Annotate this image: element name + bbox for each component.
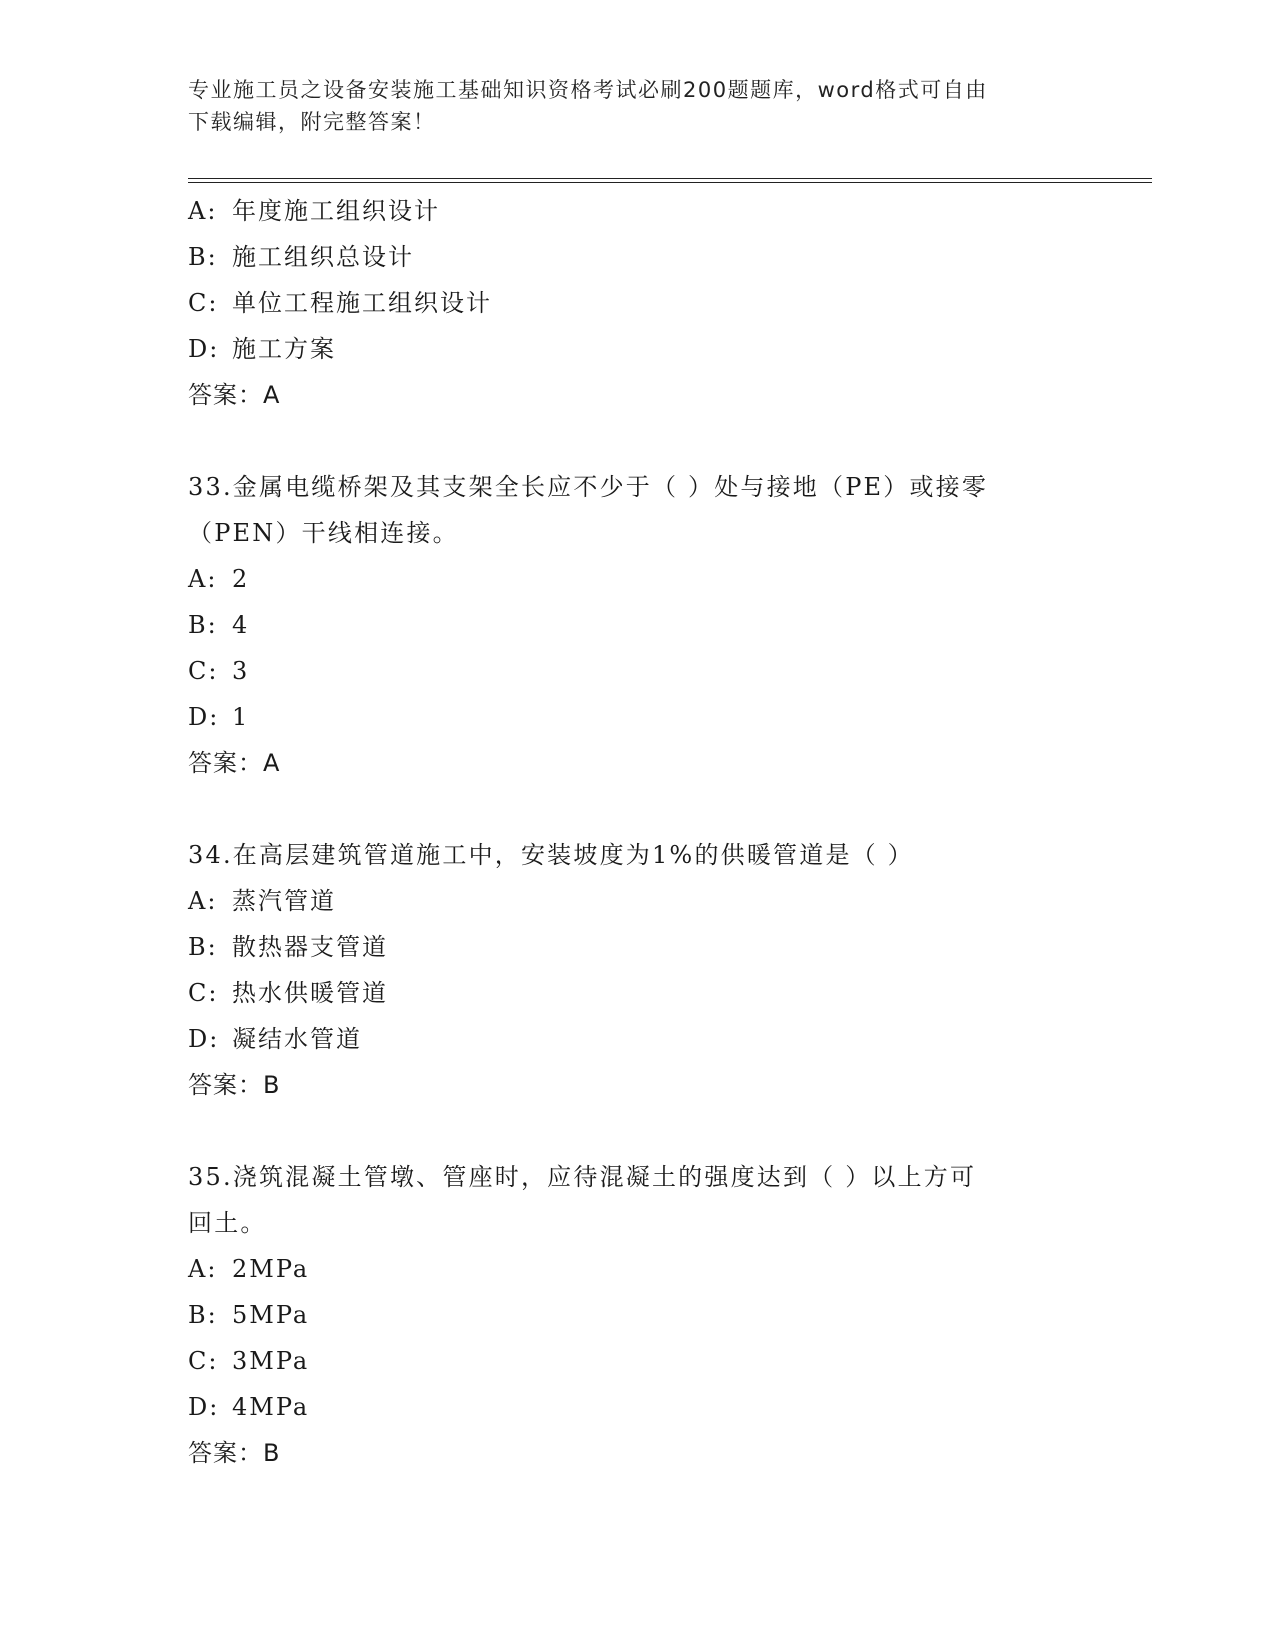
option-text: 散热器支管道 — [232, 933, 388, 961]
option-text: 3MPa — [232, 1347, 310, 1375]
option-key: C: — [188, 657, 219, 685]
option-a — [188, 878, 1068, 924]
option-d — [188, 1016, 1068, 1062]
option-key: D: — [188, 335, 220, 363]
question-32-tail — [188, 188, 1068, 418]
option-text: 单位工程施工组织设计 — [232, 289, 492, 317]
option-key: B: — [188, 611, 218, 639]
option-key: C: — [188, 979, 219, 1007]
option-c — [188, 970, 1068, 1016]
answer-line — [188, 372, 1068, 418]
option-c — [188, 280, 1068, 326]
option-key: B: — [188, 1301, 218, 1329]
option-text: 4MPa — [232, 1393, 310, 1421]
header-rule-top — [188, 178, 1152, 179]
question-35 — [188, 1154, 1068, 1476]
answer-value: B — [263, 1439, 281, 1467]
option-a — [188, 1246, 1068, 1292]
option-text: 施工方案 — [232, 335, 336, 363]
option-key: A: — [188, 197, 218, 225]
question-stem-line-1: 35.浇筑混凝土管墩、管座时，应待混凝土的强度达到（ ）以上方可 — [188, 1163, 977, 1191]
option-a — [188, 188, 1068, 234]
answer-line — [188, 1430, 1068, 1476]
option-c — [188, 1338, 1068, 1384]
header-rule-bottom — [188, 182, 1152, 183]
option-c — [188, 648, 1068, 694]
option-text: 1 — [232, 703, 250, 731]
spacer — [188, 1108, 1068, 1154]
answer-line — [188, 740, 1068, 786]
option-key: B: — [188, 933, 218, 961]
option-text: 2 — [232, 565, 250, 593]
answer-line — [188, 1062, 1068, 1108]
option-text: 3 — [232, 657, 250, 685]
option-text: 施工组织总设计 — [232, 243, 414, 271]
option-key: D: — [188, 703, 220, 731]
question-34 — [188, 832, 1068, 1108]
option-b — [188, 602, 1068, 648]
option-key: C: — [188, 1347, 219, 1375]
answer-label: 答案： — [188, 1439, 263, 1467]
question-stem-line-1: 33.金属电缆桥架及其支架全长应不少于（ ）处与接地（PE）或接零 — [188, 473, 989, 501]
question-stem-line-2: 回土。 — [188, 1209, 267, 1237]
spacer — [188, 418, 1068, 464]
option-text: 蒸汽管道 — [232, 887, 336, 915]
option-d — [188, 1384, 1068, 1430]
spacer — [188, 786, 1068, 832]
answer-value: B — [263, 1071, 281, 1099]
option-key: A: — [188, 565, 218, 593]
option-key: D: — [188, 1025, 220, 1053]
option-text: 2MPa — [232, 1255, 310, 1283]
option-b — [188, 924, 1068, 970]
answer-label: 答案： — [188, 1071, 263, 1099]
option-d — [188, 326, 1068, 372]
option-b — [188, 1292, 1068, 1338]
question-33 — [188, 464, 1068, 786]
question-stem-line-2: （PEN）干线相连接。 — [188, 519, 459, 547]
option-b — [188, 234, 1068, 280]
answer-value: A — [263, 749, 281, 777]
option-text: 年度施工组织设计 — [232, 197, 440, 225]
option-key: C: — [188, 289, 219, 317]
option-key: A: — [188, 887, 218, 915]
question-stem-line-1: 34.在高层建筑管道施工中，安装坡度为1%的供暖管道是（ ） — [188, 841, 914, 869]
header-line-1: 专业施工员之设备安装施工基础知识资格考试必刷200题题库，word格式可自由 — [188, 78, 988, 102]
option-key: B: — [188, 243, 218, 271]
question-list — [188, 188, 1068, 1476]
option-d — [188, 694, 1068, 740]
answer-label: 答案： — [188, 749, 263, 777]
option-text: 热水供暖管道 — [232, 979, 388, 1007]
answer-label: 答案： — [188, 381, 263, 409]
option-key: A: — [188, 1255, 218, 1283]
answer-value: A — [263, 381, 281, 409]
option-text: 凝结水管道 — [232, 1025, 362, 1053]
option-key: D: — [188, 1393, 220, 1421]
option-text: 5MPa — [232, 1301, 310, 1329]
document-header — [188, 74, 1068, 138]
option-a — [188, 556, 1068, 602]
option-text: 4 — [232, 611, 250, 639]
header-line-2: 下载编辑，附完整答案！ — [188, 110, 436, 134]
